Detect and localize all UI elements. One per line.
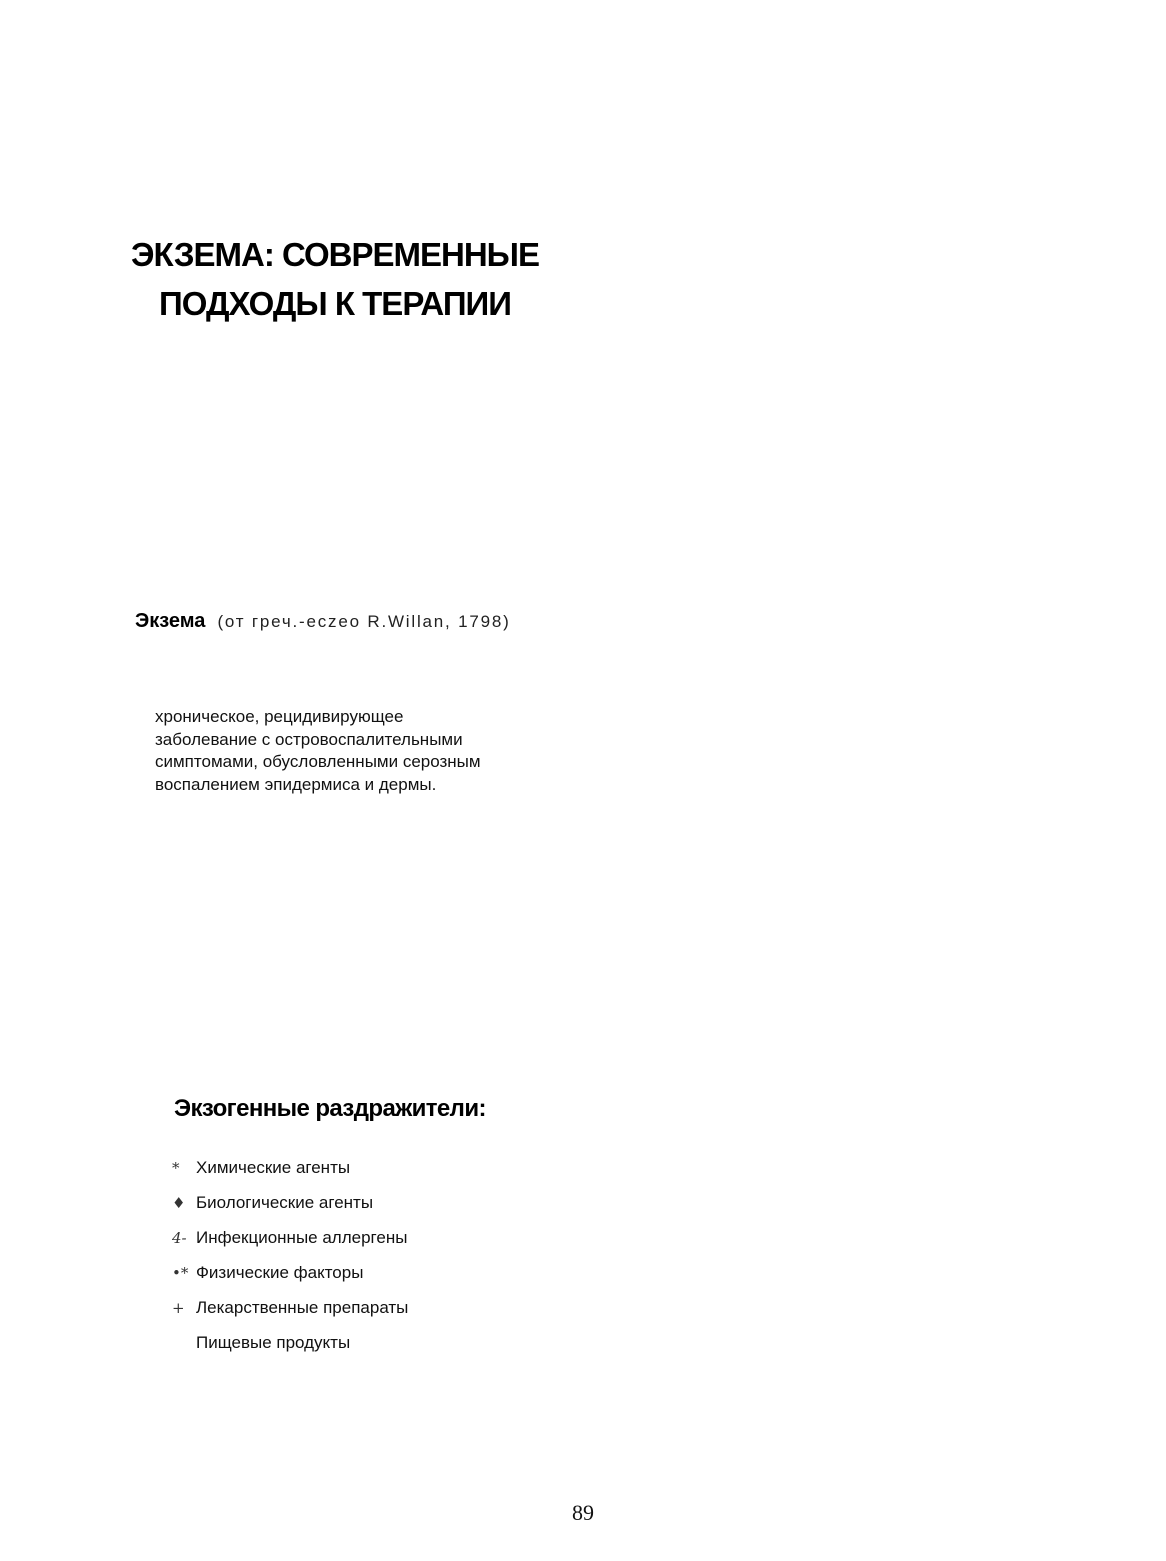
bullet-marker: •* (172, 1264, 189, 1282)
etymology: (от греч.-eczeo R.Willan, 1798) (217, 612, 511, 631)
definition-line: симптомами, обусловленными серозным (155, 752, 481, 771)
list-item-label: Химические агенты (196, 1158, 351, 1177)
bullet-marker: 4- (172, 1229, 187, 1247)
section-heading: Экзогенные раздражители: (174, 1095, 486, 1122)
list-item (172, 1192, 408, 1227)
exogenous-agents-list (172, 1157, 408, 1367)
list-item (172, 1332, 408, 1367)
list-item-label: Инфекционные аллергены (196, 1228, 408, 1247)
definition-line: заболевание с островоспалительными (155, 729, 463, 749)
list-item-label: Лекарственные препараты (196, 1298, 409, 1317)
term-definition-header (135, 610, 511, 633)
bullet-marker: * (172, 1159, 180, 1177)
page-number: 89 (572, 1500, 594, 1525)
title-line: ЭКЗЕМА: СОВРЕМЕННЫЕ (130, 236, 540, 273)
list-item (172, 1227, 408, 1262)
list-item (172, 1157, 408, 1192)
term: Экзема (135, 610, 206, 632)
definition-text (155, 706, 535, 796)
list-item-label: Пищевые продукты (196, 1333, 351, 1352)
list-item (172, 1297, 408, 1332)
list-item (172, 1262, 408, 1297)
title-line: ПОДХОДЫ К ТЕРАПИИ (159, 285, 511, 322)
bullet-marker: ♦ (172, 1194, 186, 1212)
definition-line: воспалением эпидермиса и дермы. (155, 774, 437, 794)
bullet-marker: + (172, 1299, 185, 1317)
list-item-label: Биологические агенты (196, 1193, 374, 1212)
definition-line: хроническое, рецидивирующее (155, 707, 404, 726)
page-title (120, 230, 550, 328)
list-item-label: Физические факторы (196, 1263, 364, 1282)
